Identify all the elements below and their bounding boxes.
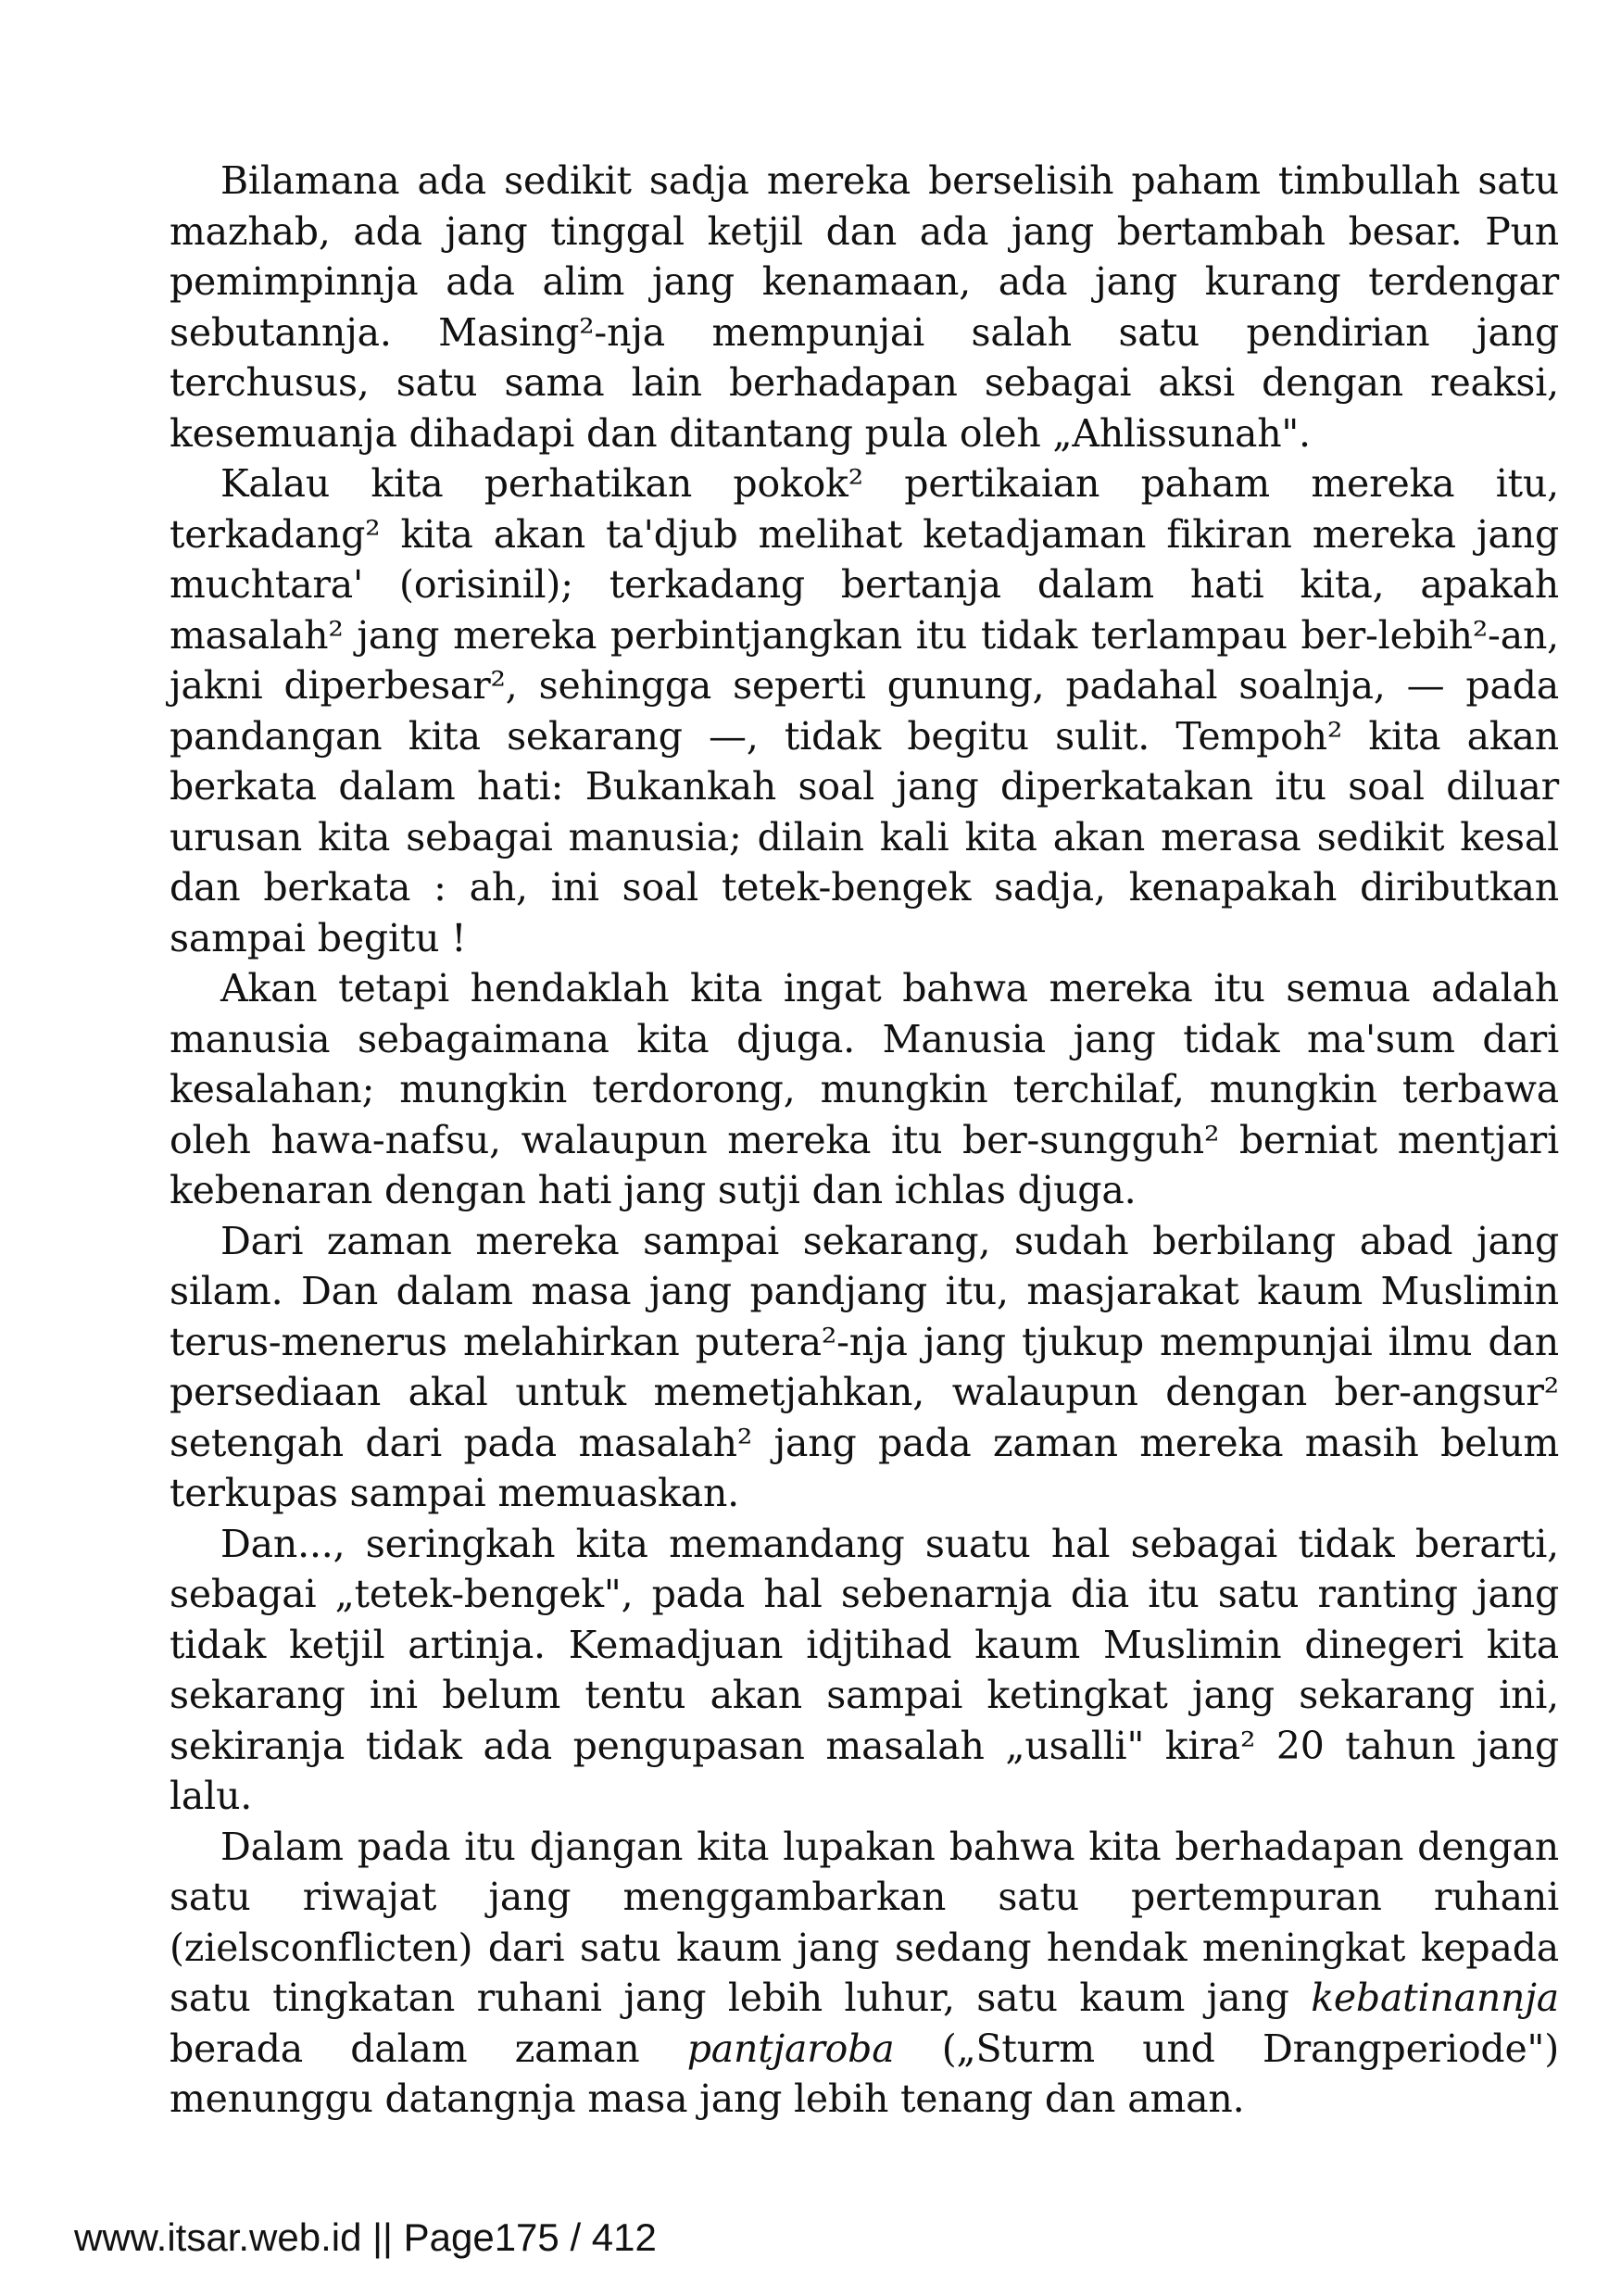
- paragraph-1-text: Bilamana ada sedikit sadja mereka berselisih paham timbullah satu mazhab, ada jang tinggal ketjil dan ada jang bertambah besar. Pun pemimpinnja ada alim jang kenamaan, ada jang kurang terdengar sebutannja. Masing²-nja mempunjai salah satu pendirian jang terchusus, satu sama lain berhadapan sebagai aksi dengan reaksi, kesemuanja dihadapi dan ditantang pula oleh „Ahlissunah".: [170, 158, 1559, 456]
- paragraph-5: [170, 1519, 1559, 1822]
- paragraph-6-italic-kebatinannja: kebatinannja: [1311, 1976, 1559, 2020]
- paragraph-3-text: Akan tetapi hendaklah kita ingat bahwa mereka itu semua adalah manusia sebagaimana kita djuga. Manusia jang tidak ma'sum dari kesalahan; mungkin terdorong, mungkin terchilaf, mungkin terbawa oleh hawa-nafsu, walaupun mereka itu ber-sungguh² berniat mentjari kebenaran dengan hati jang sutji dan ichlas djuga.: [170, 966, 1559, 1212]
- paragraph-6-italic-pantjaroba: pantjaroba: [686, 2026, 895, 2071]
- page-footer: www.itsar.web.id || Page175 / 412: [74, 2215, 657, 2259]
- paragraph-2: [170, 458, 1559, 963]
- paragraph-4: [170, 1216, 1559, 1519]
- paragraph-4-text: Dari zaman mereka sampai sekarang, sudah berbilang abad jang silam. Dan dalam masa jang pandjang itu, masjarakat kaum Muslimin terus-menerus melahirkan putera²-nja jang tjukup mempunjai ilmu dan persediaan akal untuk memetjahkan, walaupun dengan ber-angsur² setengah dari pada masalah² jang pada zaman mereka masih belum terkupas sampai memuaskan.: [170, 1218, 1559, 1515]
- paragraph-6-text-a: Dalam pada itu djangan kita lupakan bahwa kita berhadapan dengan satu riwajat jang menggambarkan satu pertempuran ruhani (zielsconflicten) dari satu kaum jang sedang hendak meningkat kepada satu tingkatan ruhani jang lebih luhur, satu kaum jang: [170, 1824, 1559, 2020]
- page-body: [170, 156, 1559, 2125]
- paragraph-6-text-c: („Sturm und Drangperiode") menunggu datangnja masa jang lebih tenang dan aman.: [170, 2026, 1559, 2121]
- paragraph-6: [170, 1822, 1559, 2125]
- paragraph-2-text: Kalau kita perhatikan pokok² pertikaian paham mereka itu, terkadang² kita akan ta'djub melihat ketadjaman fikiran mereka jang muchtara' (orisinil); terkadang bertanja dalam hati kita, apakah masalah² jang mereka perbintjangkan itu tidak terlampau ber-lebih²-an, jakni diperbesar², sehingga seperti gunung, padahal soalnja, — pada pandangan kita sekarang —, tidak begitu sulit. Tempoh² kita akan berkata dalam hati: Bukankah soal jang diperkatakan itu soal diluar urusan kita sebagai manusia; dilain kali kita akan merasa sedikit kesal dan berkata : ah, ini soal tetek-bengek sadja, kenapakah diributkan sampai begitu !: [170, 461, 1559, 960]
- paragraph-5-text: Dan..., seringkah kita memandang suatu hal sebagai tidak berarti, sebagai „tetek-bengek", pada hal sebenarnja dia itu satu ranting jang tidak ketjil artinja. Kemadjuan idjtihad kaum Muslimin dinegeri kita sekarang ini belum tentu akan sampai ketingkat jang sekarang ini, sekiranja tidak ada pengupasan masalah „usalli" kira² 20 tahun jang lalu.: [170, 1521, 1559, 1818]
- paragraph-3: [170, 963, 1559, 1216]
- paragraph-6-text-b: berada dalam zaman: [170, 2026, 687, 2071]
- paragraph-1: [170, 156, 1559, 458]
